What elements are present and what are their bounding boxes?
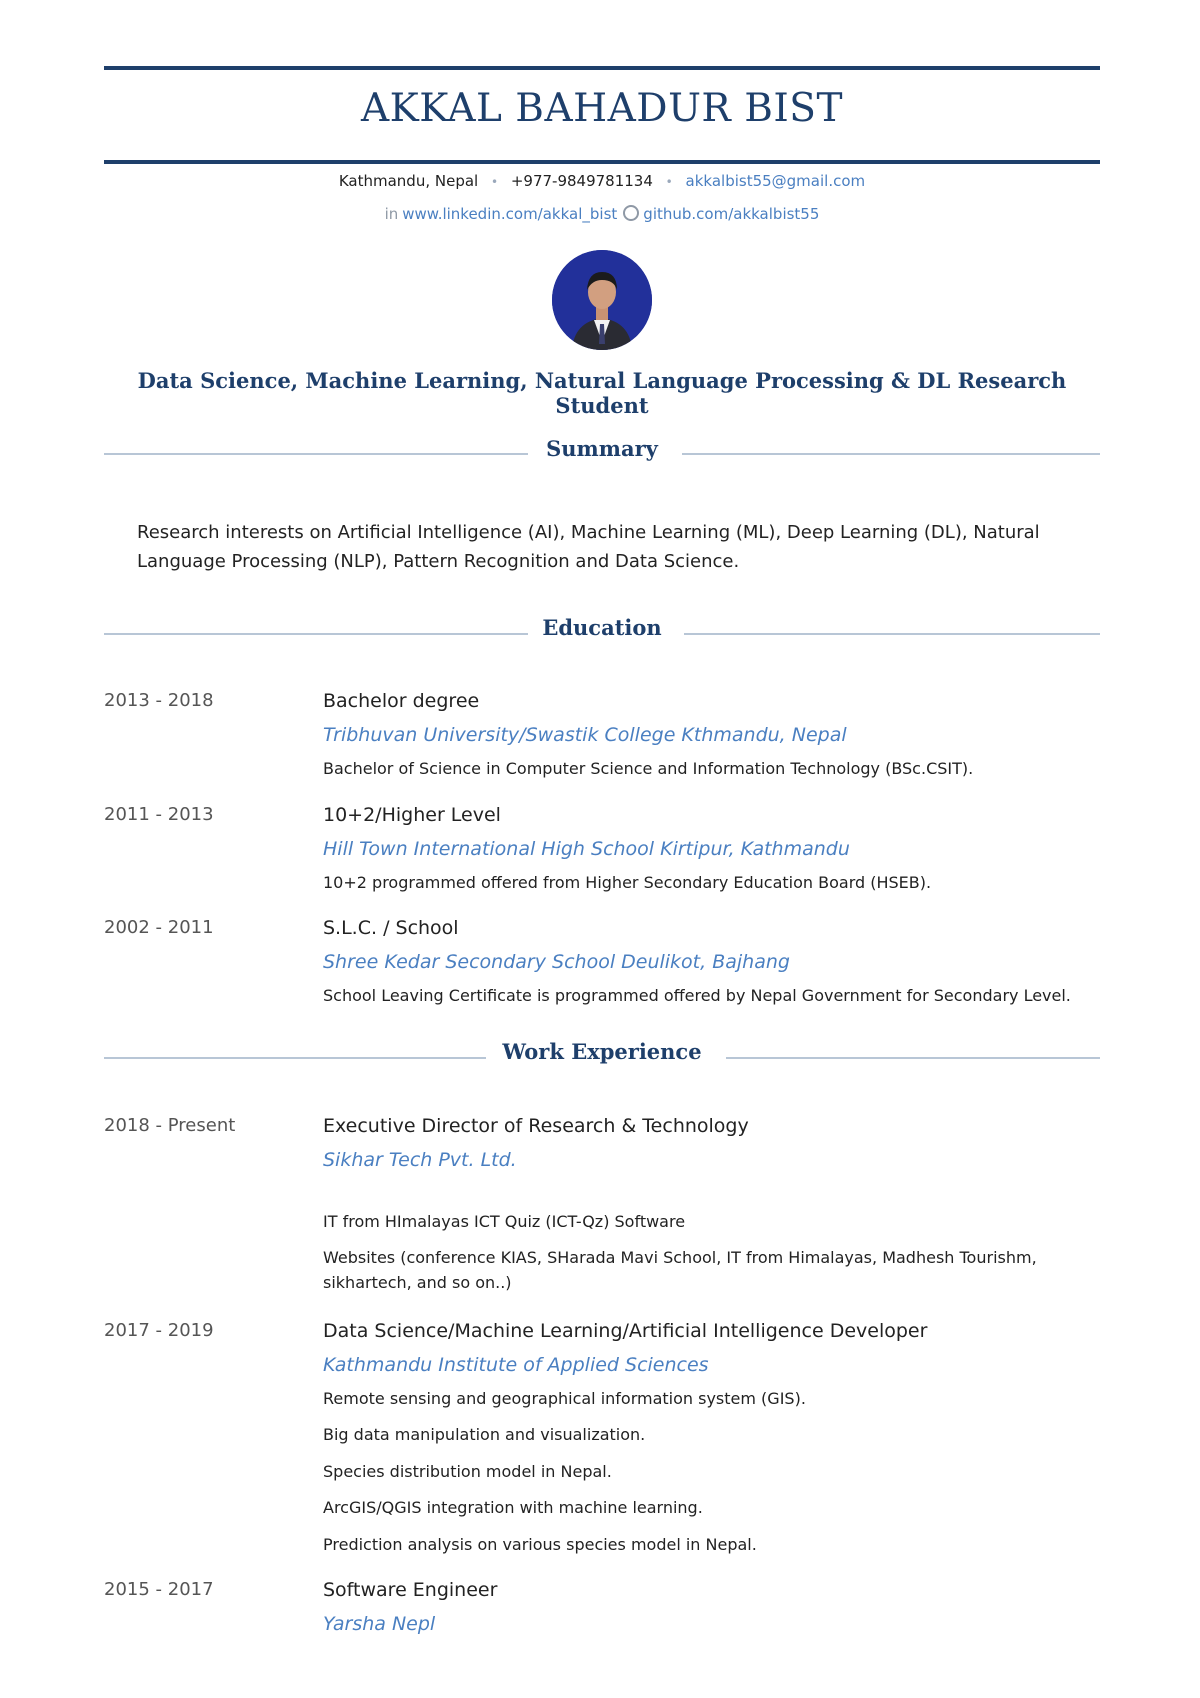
work-date: 2015 - 2017: [104, 1579, 214, 1600]
contact-line: [104, 172, 1100, 190]
separator-dot-icon: •: [665, 175, 673, 189]
summary-heading: Summary: [546, 436, 658, 461]
education-title: 10+2/Higher Level: [323, 804, 501, 826]
education-date: 2011 - 2013: [104, 804, 214, 825]
education-heading: Education: [542, 615, 662, 640]
work-title: Software Engineer: [323, 1579, 498, 1601]
github-icon: [623, 205, 639, 221]
work-date: 2018 - Present: [104, 1115, 236, 1136]
work-point: Remote sensing and geographical information system (GIS).: [323, 1389, 806, 1408]
summary-text: Research interests on Artificial Intelligence (AI), Machine Learning (ML), Deep Learning (DL), Natural Language Processing (NLP), Pattern Recognition and Data Science.: [137, 522, 1040, 572]
education-institution: Hill Town International High School Kirtipur, Kathmandu: [323, 838, 850, 860]
education-title: S.L.C. / School: [323, 917, 459, 939]
social-links: [104, 205, 1100, 223]
email-link[interactable]: akkalbist55@gmail.com: [685, 172, 866, 190]
work-title: Data Science/Machine Learning/Artificial Intelligence Developer: [323, 1320, 928, 1342]
profile-photo: [552, 250, 652, 350]
work-experience-heading: Work Experience: [502, 1039, 702, 1064]
work-date: 2017 - 2019: [104, 1320, 214, 1341]
education-title: Bachelor degree: [323, 690, 480, 712]
separator-dot-icon: •: [490, 175, 499, 189]
education-institution: Tribhuvan University/Swastik College Kthmandu, Nepal: [323, 724, 847, 746]
github-link[interactable]: github.com/akkalbist55: [643, 205, 820, 223]
work-company: Sikhar Tech Pvt. Ltd.: [323, 1149, 517, 1171]
work-point: Species distribution model in Nepal.: [323, 1462, 612, 1481]
education-description: 10+2 programmed offered from Higher Secondary Education Board (HSEB).: [323, 873, 932, 892]
work-point: IT from HImalayas ICT Quiz (ICT-Qz) Software: [323, 1212, 686, 1231]
location-text: Kathmandu, Nepal: [338, 172, 479, 190]
phone-text: +977-9849781134: [510, 172, 653, 190]
work-point: Prediction analysis on various species model in Nepal.: [323, 1535, 757, 1554]
work-company: Yarsha Nepl: [323, 1613, 436, 1635]
candidate-name: AKKAL BAHADUR BIST: [360, 86, 843, 131]
work-company: Kathmandu Institute of Applied Sciences: [323, 1354, 709, 1376]
work-point: ArcGIS/QGIS integration with machine learning.: [323, 1498, 703, 1517]
work-point: Big data manipulation and visualization.: [323, 1425, 646, 1444]
education-date: 2013 - 2018: [104, 690, 214, 711]
professional-headline: Data Science, Machine Learning, Natural Language Processing & DL Research Student: [137, 368, 1067, 418]
education-description: Bachelor of Science in Computer Science and Information Technology (BSc.CSIT).: [323, 759, 974, 778]
linkedin-icon: in: [384, 205, 399, 223]
education-date: 2002 - 2011: [104, 917, 214, 938]
work-title: Executive Director of Research & Technology: [323, 1115, 749, 1137]
header-rule-bottom: [104, 160, 1100, 164]
work-point: Websites (conference KIAS, SHarada Mavi School, IT from Himalayas, Madhesh Tourishm, sikhartech, and so on..): [323, 1248, 1037, 1292]
education-description: School Leaving Certificate is programmed offered by Nepal Government for Secondary Level.: [323, 986, 1071, 1005]
education-institution: Shree Kedar Secondary School Deulikot, Bajhang: [323, 951, 790, 973]
linkedin-link[interactable]: www.linkedin.com/akkal_bist: [402, 205, 618, 223]
header-rule-top: [104, 66, 1100, 70]
